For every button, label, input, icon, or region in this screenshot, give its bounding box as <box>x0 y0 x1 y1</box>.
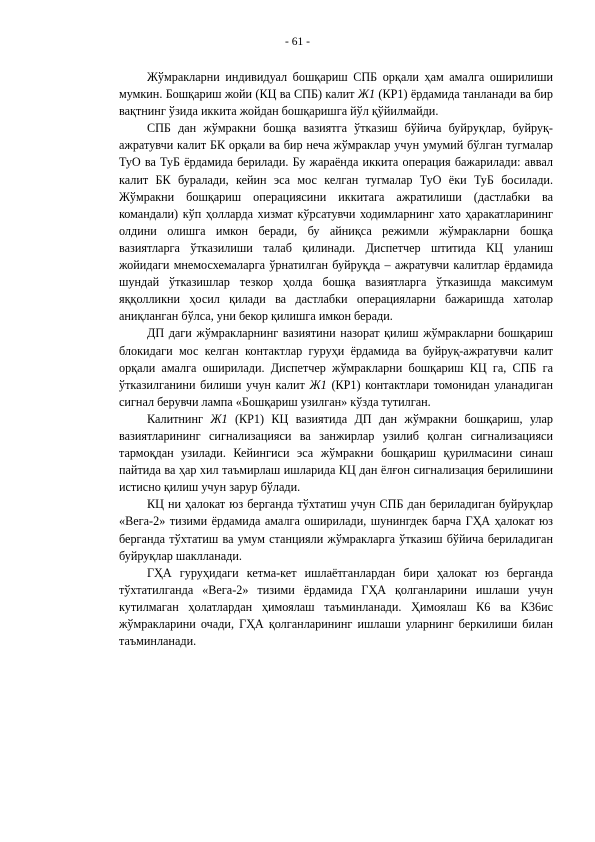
paragraph-3-text-a: ДП даги жўмракларнинг вазиятини назорат қилиш жўмракларни бошқариш блокидаги мос келган контактлар гуруҳи ёрдамида ва буйруқ-ажратувчи калит орқали амалга оширилади. Диспетчер жўмракларни бошқариш КЦ га, СПБ га ўтказилганини билиши учун калит <box>119 326 553 392</box>
paragraph-5 <box>119 496 553 564</box>
paragraph-1-text-a: Жўмракларни индивидуал бошқариш СПБ орқали ҳам амалга оширилиши мумкин. Бошқариш жойи (КЦ ва СПБ) калит <box>119 70 553 102</box>
page-number: - 61 - <box>285 36 310 48</box>
body-text <box>119 69 553 650</box>
paragraph-1-switch-label: Ж1 <box>357 87 376 102</box>
paragraph-3-switch-label: Ж1 <box>309 377 327 392</box>
paragraph-4-switch-label: Ж1 <box>210 411 228 426</box>
paragraph-2 <box>119 120 553 325</box>
paragraph-3 <box>119 325 553 410</box>
paragraph-4 <box>119 411 553 496</box>
paragraph-5-text: КЦ ни ҳалокат юз берганда тўхтатиш учун СПБ дан бериладиган буйруқлар «Вега-2» тизими ёрдамида амалга оширилади, шунингдек барча ГҲА ҳалокат юз берганда тўхтатиш ва умум станцияли жўмракларга ўтказиш бўйича бериладиган буйруқлар шаклланади. <box>119 497 553 563</box>
paragraph-1-text-b: (КР1) ёрдамида танланади ва бир вақтнинг ўзида иккита жойдан бошқаришга йўл қўйилмайди. <box>119 87 553 119</box>
paragraph-6 <box>119 565 553 650</box>
paragraph-6-text: ГҲА гуруҳидаги кетма-кет ишлаётганлардан бири ҳалокат юз берганда тўхтатилганда «Вега-2» тизими ёрдамида ГҲА қолганларини ишлаши учун кутилмаган ҳолатлардан ҳимоялаш таъминланади. Ҳимоялаш К6 ва К36ис жўмракларини очади, ГҲА қолганларининг ишлаши уларнинг беркилиши билан таъминланади. <box>119 565 553 649</box>
paragraph-4-text-a: Калитнинг <box>147 411 211 426</box>
paragraph-1 <box>119 69 553 120</box>
paragraph-4-text-b: (КР1) КЦ вазиятида ДП дан жўмракни бошқариш, улар вазиятларининг сигнализацияси ва занжирлар узилиб қолган сигнализацияси тармоқдан узилади. Кейингиси эса жўмракни бошқариш қурилмасини синаш пайтида ва ҳар хил таъмирлаш ишларида КЦ дан ёлғон сигнализация берилишини истисно қилиш учун зарур бўлади. <box>119 411 553 495</box>
paragraph-2-text: СПБ дан жўмракни бошқа вазиятга ўтказиш бўйича буйруқлар, буйруқ-ажратувчи калит БК орқали ва бир неча жўмраклар учун умумий бўлган тугмалар ТуО ва ТуБ ёрдамида берилади. Бу жараёнда иккита операция бажарилади: аввал калит БК буралади, кейин эса мос келган тугмалар ТуО ёки ТуБ босилади. Жўмракни бошқариш операциясини иккитага ажратилиши (дастлабки ва командали) кўп ҳолларда хизмат кўрсатувчи ходимларнинг хато ҳаракатларининг олдини олишга имкон беради, бу айниқса режимли жўмракларни бошқа вазиятларга ўтказилиши талаб қилинади. Диспетчер штитида КЦ уланиш жойидаги мнемосхемаларга ўрнатилган буйруқда – ажратувчи калитлар ёрдамида шундай ўтказишлар тезкор ҳолда бошқа вазиятларга ўтказишда максимум яққолликни ҳосил қилади ва дастлабки операцияларни бажаришда хатолар аниқланган бўлса, уни бекор қилишга имкон беради. <box>119 121 553 324</box>
paragraph-3-text-b: (КР1) контактлари томонидан уланадиган сигнал берувчи лампа «Бошқариш узилган» кўзда тутилган. <box>119 377 553 409</box>
